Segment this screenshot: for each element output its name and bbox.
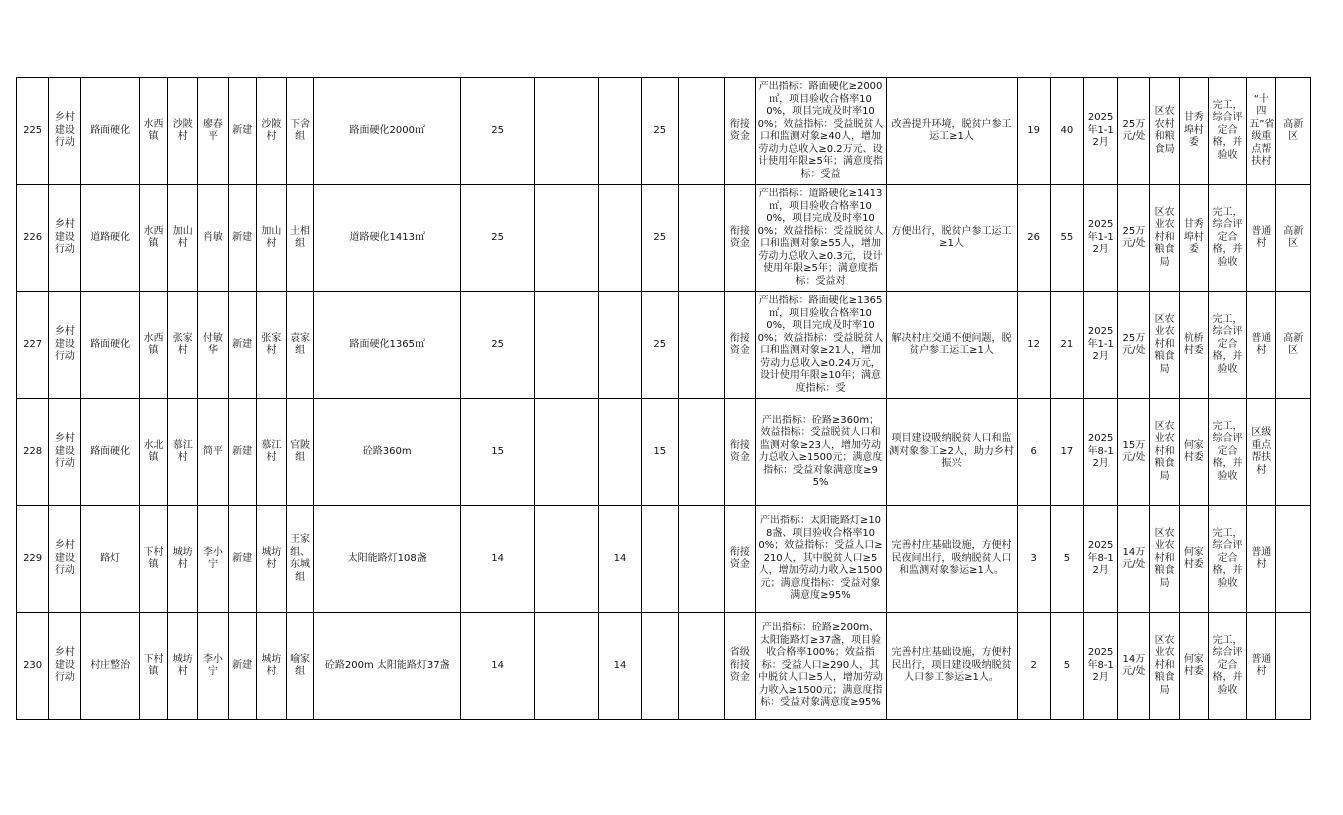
cell-period: 2025年8-12月 — [1084, 506, 1118, 613]
cell-beneficiaries-a: 12 — [1017, 292, 1050, 399]
cell-project-name: 路面硬化 — [81, 399, 139, 506]
cell-content: 路面硬化2000㎡ — [314, 78, 461, 185]
cell-acceptance: 完工，综合评定合格，并验收 — [1208, 78, 1246, 185]
cell-site-village: 城坊村 — [256, 613, 286, 720]
cell-unit: 何家村委 — [1179, 506, 1208, 613]
indicators-text: 产出指标：路面硬化≥2000㎡，项目验收合格率100%，项目完成及时率100%；效益指标：受益脱贫人口和监测对象≥40人，增加劳动力总收入≥0.2万元、设计使用年限≥5年；满意度指标：受益 — [757, 81, 884, 180]
cell-indicators — [755, 292, 886, 399]
cell-fund-a — [534, 292, 598, 399]
indicators-text: 产出指标：路面硬化≥1365㎡，项目验收合格率100%，项目完成及时率100%；效益指标：受益脱贫人口和监测对象≥21人，增加劳动力总收入≥0.24万元，设计使用年限≥10年；满意度指标：受 — [757, 295, 884, 394]
cell-standard: 14万元/处 — [1118, 506, 1150, 613]
indicators-text: 产出指标：太阳能路灯≥108盏、项目验收合格率100%；效益指标：受益人口≥210人，其中脱贫人口≥5人，增加劳动力收入≥1500元；满意度指标：受益对象满意度≥95% — [758, 515, 883, 602]
cell-content: 砼路360m — [314, 399, 461, 506]
cell-site-group: 下舍组 — [286, 78, 313, 185]
cell-leader: 李小宁 — [198, 506, 228, 613]
cell-fund-source: 衔接资金 — [725, 399, 755, 506]
cell-area: 高新区 — [1276, 185, 1311, 292]
cell-town: 下村镇 — [139, 613, 167, 720]
cell-nature: 新建 — [228, 78, 256, 185]
cell-fund-b: 14 — [599, 506, 641, 613]
cell-period: 2025年1-12月 — [1084, 78, 1118, 185]
cell-unit: 甘秀埠村委 — [1179, 78, 1208, 185]
cell-fund-c: 25 — [641, 78, 678, 185]
cell-leader: 廖春平 — [198, 78, 228, 185]
cell-period: 2025年8-12月 — [1084, 613, 1118, 720]
cell-fund-a — [534, 613, 598, 720]
cell-leader: 付敏华 — [198, 292, 228, 399]
indicators-text: 产出指标：砼路≥360m；效益指标：受益脱贫人口和监测对象≥23人，增加劳动力总收入≥1500元；满意度指标：受益对象满意度≥95% — [758, 414, 883, 488]
cell-seq: 227 — [17, 292, 49, 399]
cell-site-group: 王家组、东城组 — [286, 506, 313, 613]
table-row — [17, 78, 1311, 185]
indicators-text: 产出指标：砼路≥200m、太阳能路灯≥37盏，项目验收合格率100%；效益指标：受益人口≥290人，其中脱贫人口≥5人，增加劳动力收入≥1500元；满意度指标：受益对象满意度≥95% — [758, 622, 883, 709]
cell-beneficiaries-a: 3 — [1017, 506, 1050, 613]
cell-fund-c — [641, 506, 678, 613]
cell-village: 沙陂村 — [168, 78, 198, 185]
cell-unit: 杭桥村委 — [1179, 292, 1208, 399]
cell-area: 高新区 — [1276, 292, 1311, 399]
cell-beneficiaries-b: 5 — [1050, 613, 1083, 720]
cell-total-fund: 25 — [461, 292, 535, 399]
table-row — [17, 399, 1311, 506]
cell-standard: 14万元/处 — [1118, 613, 1150, 720]
cell-category: 乡村建设行动 — [49, 399, 81, 506]
cell-total-fund: 14 — [461, 613, 535, 720]
cell-beneficiaries-b: 55 — [1050, 185, 1083, 292]
cell-fund-a — [534, 185, 598, 292]
cell-village-type: “十四五”省级重点帮扶村 — [1247, 78, 1276, 185]
cell-fund-d — [678, 399, 724, 506]
cell-nature: 新建 — [228, 613, 256, 720]
cell-standard: 25万元/处 — [1118, 78, 1150, 185]
cell-beneficiaries-a: 19 — [1017, 78, 1050, 185]
cell-nature: 新建 — [228, 185, 256, 292]
cell-nature: 新建 — [228, 399, 256, 506]
cell-beneficiaries-b: 17 — [1050, 399, 1083, 506]
cell-site-village: 慕江村 — [256, 399, 286, 506]
cell-leader: 简平 — [198, 399, 228, 506]
cell-project-name: 路面硬化 — [81, 78, 139, 185]
cell-fund-d — [678, 506, 724, 613]
cell-department: 区农农村和粮食局 — [1150, 78, 1179, 185]
cell-village-type: 区级重点帮扶村 — [1247, 399, 1276, 506]
cell-village-type: 普通村 — [1247, 292, 1276, 399]
cell-town: 水西镇 — [139, 292, 167, 399]
cell-site-village: 加山村 — [256, 185, 286, 292]
cell-beneficiaries-a: 26 — [1017, 185, 1050, 292]
cell-village: 城坊村 — [168, 506, 198, 613]
cell-seq: 225 — [17, 78, 49, 185]
cell-fund-a — [534, 506, 598, 613]
cell-nature: 新建 — [228, 506, 256, 613]
cell-area — [1276, 506, 1311, 613]
cell-unit: 甘秀埠村委 — [1179, 185, 1208, 292]
cell-seq: 226 — [17, 185, 49, 292]
cell-fund-a — [534, 399, 598, 506]
cell-fund-b — [599, 78, 641, 185]
cell-project-name: 路灯 — [81, 506, 139, 613]
cell-site-village: 城坊村 — [256, 506, 286, 613]
cell-fund-c: 15 — [641, 399, 678, 506]
cell-fund-d — [678, 78, 724, 185]
cell-town: 水西镇 — [139, 78, 167, 185]
cell-village-type: 普通村 — [1247, 506, 1276, 613]
cell-total-fund: 14 — [461, 506, 535, 613]
cell-village: 加山村 — [168, 185, 198, 292]
cell-total-fund: 25 — [461, 78, 535, 185]
cell-period: 2025年1-12月 — [1084, 185, 1118, 292]
cell-village: 慕江村 — [168, 399, 198, 506]
cell-nature: 新建 — [228, 292, 256, 399]
cell-department: 区农业农村和粮食局 — [1150, 292, 1179, 399]
cell-fund-b — [599, 292, 641, 399]
cell-benefit: 改善提升环境，脱贫户参工运工≥1人 — [886, 78, 1017, 185]
cell-indicators — [755, 78, 886, 185]
cell-benefit: 完善村庄基础设施，方便村民出行，项目建设吸纳脱贫人口参工参运≥1人。 — [886, 613, 1017, 720]
cell-department: 区农业农村和粮食局 — [1150, 399, 1179, 506]
cell-category: 乡村建设行动 — [49, 613, 81, 720]
cell-area — [1276, 613, 1311, 720]
cell-town: 下村镇 — [139, 506, 167, 613]
cell-content: 路面硬化1365㎡ — [314, 292, 461, 399]
cell-village-type: 普通村 — [1247, 185, 1276, 292]
cell-seq: 230 — [17, 613, 49, 720]
cell-site-village: 张家村 — [256, 292, 286, 399]
cell-town: 水北镇 — [139, 399, 167, 506]
cell-fund-d — [678, 185, 724, 292]
cell-fund-c — [641, 613, 678, 720]
cell-fund-source: 衔接资金 — [725, 78, 755, 185]
table-row — [17, 613, 1311, 720]
cell-area — [1276, 399, 1311, 506]
cell-period: 2025年8-12月 — [1084, 399, 1118, 506]
cell-village: 城坊村 — [168, 613, 198, 720]
cell-site-group: 官陂组 — [286, 399, 313, 506]
cell-beneficiaries-a: 2 — [1017, 613, 1050, 720]
cell-content: 道路硬化1413㎡ — [314, 185, 461, 292]
cell-seq: 229 — [17, 506, 49, 613]
cell-beneficiaries-b: 40 — [1050, 78, 1083, 185]
cell-project-name: 路面硬化 — [81, 292, 139, 399]
cell-total-fund: 15 — [461, 399, 535, 506]
cell-category: 乡村建设行动 — [49, 78, 81, 185]
indicators-text: 产出指标：道路硬化≥1413㎡，项目验收合格率100%，项目完成及时率100%；效益指标：受益脱贫人口和监测对象≥55人，增加劳动力总收入≥0.3元，设计使用年限≥5年；满意度指标：受益对 — [757, 188, 884, 287]
cell-fund-b — [599, 399, 641, 506]
cell-site-group: 土相组 — [286, 185, 313, 292]
cell-department: 区农业农村和粮食局 — [1150, 506, 1179, 613]
cell-standard: 15万元/处 — [1118, 399, 1150, 506]
cell-fund-c: 25 — [641, 292, 678, 399]
cell-fund-source: 省级衔接资金 — [725, 613, 755, 720]
cell-acceptance: 完工，综合评定合格，并验收 — [1208, 506, 1246, 613]
cell-fund-b: 14 — [599, 613, 641, 720]
cell-category: 乡村建设行动 — [49, 185, 81, 292]
cell-category: 乡村建设行动 — [49, 292, 81, 399]
cell-benefit: 完善村庄基础设施，方便村民夜间出行，吸纳脱贫人口和监测对象参运≥1人。 — [886, 506, 1017, 613]
cell-content: 砼路200m 太阳能路灯37盏 — [314, 613, 461, 720]
cell-department: 区农业农村和粮食局 — [1150, 613, 1179, 720]
project-table — [16, 77, 1311, 720]
cell-seq: 228 — [17, 399, 49, 506]
table-row — [17, 185, 1311, 292]
cell-fund-d — [678, 292, 724, 399]
cell-benefit: 方便出行，脱贫户参工运工≥1人 — [886, 185, 1017, 292]
cell-indicators — [755, 399, 886, 506]
cell-department: 区农业农村和粮食局 — [1150, 185, 1179, 292]
cell-beneficiaries-b: 21 — [1050, 292, 1083, 399]
cell-fund-d — [678, 613, 724, 720]
cell-unit: 何家村委 — [1179, 613, 1208, 720]
cell-fund-c: 25 — [641, 185, 678, 292]
cell-acceptance: 完工，综合评定合格，并验收 — [1208, 185, 1246, 292]
table-row — [17, 292, 1311, 399]
cell-content: 太阳能路灯108盏 — [314, 506, 461, 613]
cell-standard: 25万元/处 — [1118, 292, 1150, 399]
cell-total-fund: 25 — [461, 185, 535, 292]
cell-fund-a — [534, 78, 598, 185]
cell-project-name: 村庄整治 — [81, 613, 139, 720]
cell-fund-b — [599, 185, 641, 292]
cell-beneficiaries-a: 6 — [1017, 399, 1050, 506]
cell-indicators — [755, 506, 886, 613]
cell-fund-source: 衔接资金 — [725, 506, 755, 613]
cell-acceptance: 完工，综合评定合格，并验收 — [1208, 292, 1246, 399]
cell-acceptance: 完工，综合评定合格，并验收 — [1208, 399, 1246, 506]
cell-fund-source: 衔接资金 — [725, 185, 755, 292]
cell-benefit: 解决村庄交通不便问题，脱贫户参工运工≥1人 — [886, 292, 1017, 399]
cell-period: 2025年1-12月 — [1084, 292, 1118, 399]
cell-village: 张家村 — [168, 292, 198, 399]
cell-village-type: 普通村 — [1247, 613, 1276, 720]
cell-standard: 25万元/处 — [1118, 185, 1150, 292]
cell-area: 高新区 — [1276, 78, 1311, 185]
cell-indicators — [755, 613, 886, 720]
cell-category: 乡村建设行动 — [49, 506, 81, 613]
cell-project-name: 道路硬化 — [81, 185, 139, 292]
cell-indicators — [755, 185, 886, 292]
cell-leader: 肖敏 — [198, 185, 228, 292]
table-row — [17, 506, 1311, 613]
cell-fund-source: 衔接资金 — [725, 292, 755, 399]
table-body — [17, 78, 1311, 720]
cell-leader: 李小宁 — [198, 613, 228, 720]
cell-unit: 何家村委 — [1179, 399, 1208, 506]
cell-beneficiaries-b: 5 — [1050, 506, 1083, 613]
cell-site-village: 沙陂村 — [256, 78, 286, 185]
cell-benefit: 项目建设吸纳脱贫人口和监测对象参工≥2人，助力乡村振兴 — [886, 399, 1017, 506]
cell-site-group: 袁家组 — [286, 292, 313, 399]
cell-town: 水西镇 — [139, 185, 167, 292]
cell-site-group: 喻家组 — [286, 613, 313, 720]
cell-acceptance: 完工，综合评定合格，并验收 — [1208, 613, 1246, 720]
